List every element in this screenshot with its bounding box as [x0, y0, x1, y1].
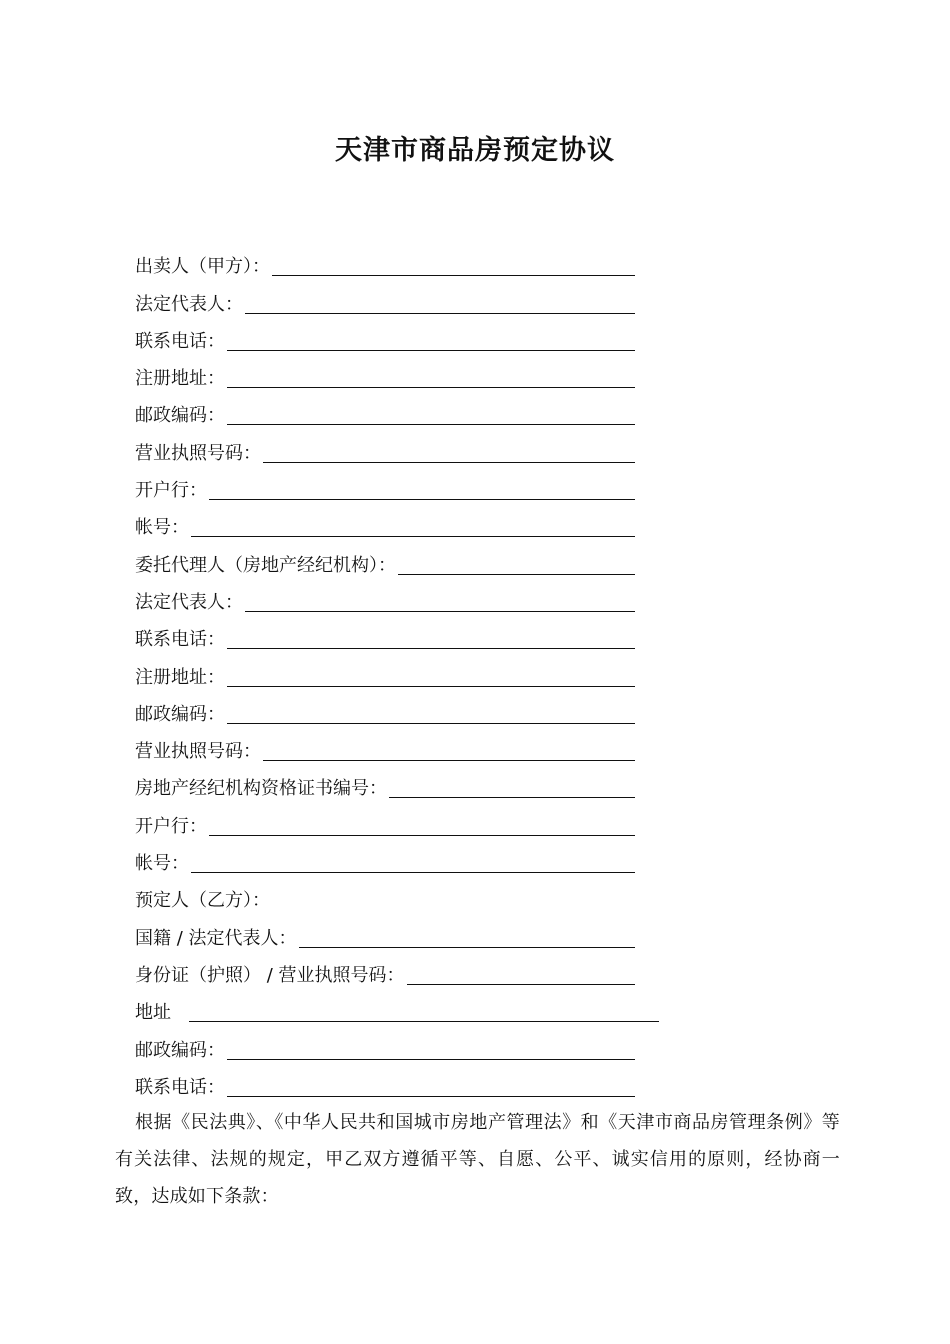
field-label: 预定人（乙方）： — [135, 890, 270, 912]
field-label: 帐号： — [135, 517, 189, 539]
field-label: 联系电话： — [135, 629, 225, 651]
field-row-buyer-id — [135, 954, 635, 991]
field-row-buyer-phone — [135, 1066, 635, 1103]
field-row-buyer-postcode — [135, 1028, 635, 1065]
field-label: 地址 — [135, 1002, 171, 1024]
field-label: 联系电话： — [135, 330, 225, 352]
field-row-seller-phone — [135, 320, 635, 357]
fill-in-line[interactable] — [407, 983, 635, 985]
fill-in-line[interactable] — [209, 498, 635, 500]
field-row-agent-account — [135, 842, 635, 879]
field-row-agent-phone — [135, 618, 635, 655]
field-row-agent-license — [135, 730, 635, 767]
field-label: 法定代表人： — [135, 293, 243, 315]
field-row-buyer — [135, 879, 635, 916]
field-row-seller-license — [135, 431, 635, 468]
fill-in-line[interactable] — [272, 274, 635, 276]
field-row-seller-bank — [135, 469, 635, 506]
fill-in-line[interactable] — [245, 610, 635, 612]
field-label: 营业执照号码： — [135, 741, 261, 763]
field-row-agent-address — [135, 655, 635, 692]
field-row-agent-bank — [135, 804, 635, 841]
field-label: 房地产经纪机构资格证书编号： — [135, 778, 387, 800]
fill-in-line[interactable] — [189, 1020, 659, 1022]
field-label: 邮政编码： — [135, 703, 225, 725]
fill-in-line[interactable] — [191, 535, 635, 537]
fill-in-line[interactable] — [263, 461, 635, 463]
field-label: 邮政编码： — [135, 1039, 225, 1061]
field-row-agent-postcode — [135, 693, 635, 730]
field-label: 注册地址： — [135, 368, 225, 390]
party-info-form — [135, 245, 635, 1103]
field-row-agent-certificate — [135, 767, 635, 804]
fill-in-line[interactable] — [398, 573, 635, 575]
field-label: 联系电话： — [135, 1076, 225, 1098]
field-label: 开户行： — [135, 480, 207, 502]
field-label: 出卖人（甲方）： — [135, 256, 270, 278]
field-row-buyer-nationality — [135, 916, 635, 953]
fill-in-line[interactable] — [227, 1058, 635, 1060]
fill-in-line[interactable] — [299, 946, 635, 948]
field-row-seller-legal-rep — [135, 282, 635, 319]
fill-in-line[interactable] — [227, 722, 635, 724]
fill-in-line[interactable] — [227, 349, 635, 351]
fill-in-line[interactable] — [209, 834, 635, 836]
field-label: 帐号： — [135, 853, 189, 875]
fill-in-line[interactable] — [389, 796, 635, 798]
fill-in-line[interactable] — [263, 759, 635, 761]
fill-in-line[interactable] — [227, 647, 635, 649]
fill-in-line[interactable] — [245, 312, 635, 314]
field-row-seller — [135, 245, 635, 282]
field-row-seller-postcode — [135, 394, 635, 431]
field-row-agent — [135, 543, 635, 580]
field-label: 注册地址： — [135, 666, 225, 688]
fill-in-line[interactable] — [227, 386, 635, 388]
field-row-seller-account — [135, 506, 635, 543]
fill-in-line[interactable] — [227, 423, 635, 425]
field-row-agent-legal-rep — [135, 581, 635, 618]
field-label: 开户行： — [135, 815, 207, 837]
field-label: 法定代表人： — [135, 591, 243, 613]
fill-in-line[interactable] — [227, 685, 635, 687]
field-label: 国籍 / 法定代表人： — [135, 927, 297, 949]
field-label: 营业执照号码： — [135, 442, 261, 464]
document-title: 天津市商品房预定协议 — [335, 135, 615, 166]
fill-in-line[interactable] — [227, 1095, 635, 1097]
fill-in-line[interactable] — [191, 871, 635, 873]
intro-paragraph: 根据《民法典》、《中华人民共和国城市房地产管理法》和《天津市商品房管理条例》等有关法律、法规的规定，甲乙双方遵循平等、自愿、公平、诚实信用的原则，经协商一致，达成如下条款： — [115, 1112, 840, 1207]
field-row-buyer-address — [135, 991, 635, 1028]
field-label: 身份证（护照） / 营业执照号码： — [135, 964, 405, 986]
field-label: 邮政编码： — [135, 405, 225, 427]
field-label: 委托代理人（房地产经纪机构）： — [135, 554, 396, 576]
field-row-seller-address — [135, 357, 635, 394]
